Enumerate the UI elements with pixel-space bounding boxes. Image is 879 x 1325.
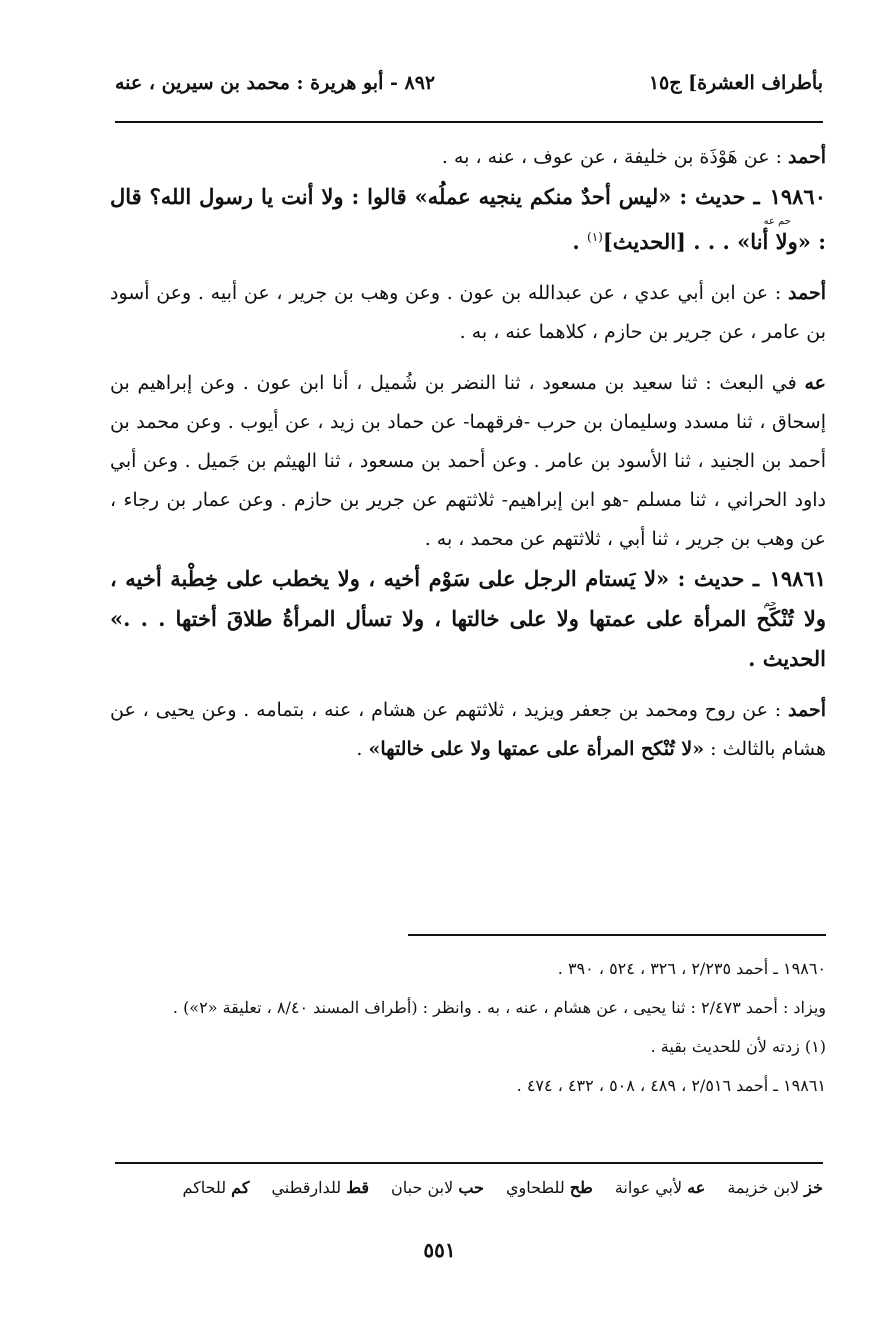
abbr-label: للدارقطني (271, 1178, 347, 1197)
footnote-19860: ١٩٨٦٠ ـ أحمد ٢/٢٣٥ ، ٣٢٦ ، ٥٢٤ ، ٣٩٠ . (557, 959, 826, 978)
abbr-label: لابن خزيمة (727, 1178, 805, 1197)
abbr-code: خز (804, 1178, 823, 1197)
footnotes (112, 952, 826, 1102)
abbr-item (727, 1178, 823, 1197)
source-paragraph (110, 364, 826, 559)
hadith-number (763, 177, 826, 227)
source-paragraph (110, 138, 826, 177)
abbr-label: لابن حبان (391, 1178, 459, 1197)
source-chain: في البعث : ثنا سعيد بن مسعود ، ثنا النضر بن شُميل ، أنا ابن عون . وعن إبراهيم بن إسحاق ، ثنا مسدد وسليمان بن حرب -فرقهما- عن حماد بن زيد ، عن أيوب . وعن محمد بن أحمد بن الجنيد ، ثنا الأسود بن عامر . وعن أحمد بن مسعود ، ثنا الهيثم بن جَميل . وعن أبي داود الحراني ، ثنا مسلم -هو ابن إبراهيم- ثلاثتهم عن جرير بن حازم . وعن عمار بن رجاء ، عن وهب بن جرير ، ثنا أبي ، ثلاثتهم عن محمد ، به . (110, 372, 826, 550)
header-rule (115, 121, 823, 123)
abbr-code: حب (458, 1178, 484, 1197)
hadith-quote: «لا تُنْكح المرأة على عمتها ولا على خالتها» (368, 738, 705, 760)
abbr-code: عه (687, 1178, 706, 1197)
footnote-ref: (١) (587, 230, 603, 244)
abbr-label: للحاكم (182, 1178, 232, 1197)
source-name: أحمد (788, 146, 826, 168)
book-title: بأطراف العشرة] ج١٥ (648, 72, 823, 94)
hadith-text: ـ حديث : «ليس أحدٌ منكم ينجيه عملُه» قالوا : ولا أنت يا رسول الله؟ قال : «ولا أنا» . . . [الحديث] (110, 184, 826, 254)
footnote-addition: ويزاد : أحمد ٢/٤٧٣ : ثنا يحيى ، عن هشام ، عنه ، به . وانظر : (أطراف المسند ٨/٤٠ ، تعليقة «٢») . (172, 998, 826, 1017)
page-number: ٥٥١ (423, 1238, 456, 1262)
hadith-19861 (110, 559, 826, 679)
abbr-item (506, 1178, 593, 1197)
hadith-text: ـ حديث : «لا يَستام الرجل على سَوْم أخيه ، ولا يخطب على خِطْبة أخيه ، ولا تُنْكَح المرأة على عمتها ولا على خالتها ، ولا تسأل المرأةُ طلاقَ أختها . . .» الحديث . (110, 566, 826, 671)
abbr-item (615, 1178, 706, 1197)
source-end: . (356, 738, 369, 760)
hadith-number-text: ١٩٨٦١ (769, 566, 826, 591)
footnote-1: (١) زدته لأن للحديث بقية . (650, 1037, 826, 1056)
hadith-number (763, 559, 826, 609)
abbr-item (182, 1178, 249, 1197)
running-header (115, 72, 823, 108)
source-chain: : عن روح ومحمد بن جعفر ويزيد ، ثلاثتهم عن هشام ، عنه ، بتمامه . وعن يحيى ، عن هشام بالثالث : (110, 699, 826, 760)
source-paragraph (110, 274, 826, 352)
section-title: ٨٩٢ - أبو هريرة : محمد بن سيرين ، عنه (115, 72, 436, 94)
hadith-19860 (110, 177, 826, 262)
abbr-label: للطحاوي (505, 1178, 570, 1197)
source-symbols: حم (763, 598, 777, 609)
abbr-code: كم (231, 1178, 250, 1197)
source-chain: : عن هَوْذَة بن خليفة ، عن عوف ، عنه ، به . (441, 146, 789, 168)
hadith-end: . (572, 229, 588, 254)
abbr-item (271, 1178, 369, 1197)
footnote-rule (408, 934, 826, 936)
abbr-item (391, 1178, 484, 1197)
abbr-code: طح (569, 1178, 593, 1197)
main-text (110, 138, 826, 769)
source-paragraph (110, 691, 826, 769)
abbreviations-rule (115, 1162, 823, 1164)
source-name: أحمد (788, 282, 826, 304)
source-name: أحمد (788, 699, 826, 721)
abbreviations-legend (115, 1178, 823, 1197)
abbr-code: قط (346, 1178, 370, 1197)
abbr-label: لأبي عوانة (614, 1178, 688, 1197)
source-symbols: حم عه (763, 216, 791, 227)
footnote-19861: ١٩٨٦١ ـ أحمد ٢/٥١٦ ، ٤٨٩ ، ٥٠٨ ، ٤٣٢ ، ٤٧٤ . (516, 1076, 826, 1095)
source-name: عه (804, 372, 826, 394)
source-chain: : عن ابن أبي عدي ، عن عبدالله بن عون . وعن وهب بن جرير ، عن أبيه . وعن أسود بن عامر ، عن جرير بن حازم ، كلاهما عنه ، به . (110, 282, 826, 343)
hadith-number-text: ١٩٨٦٠ (769, 184, 826, 209)
